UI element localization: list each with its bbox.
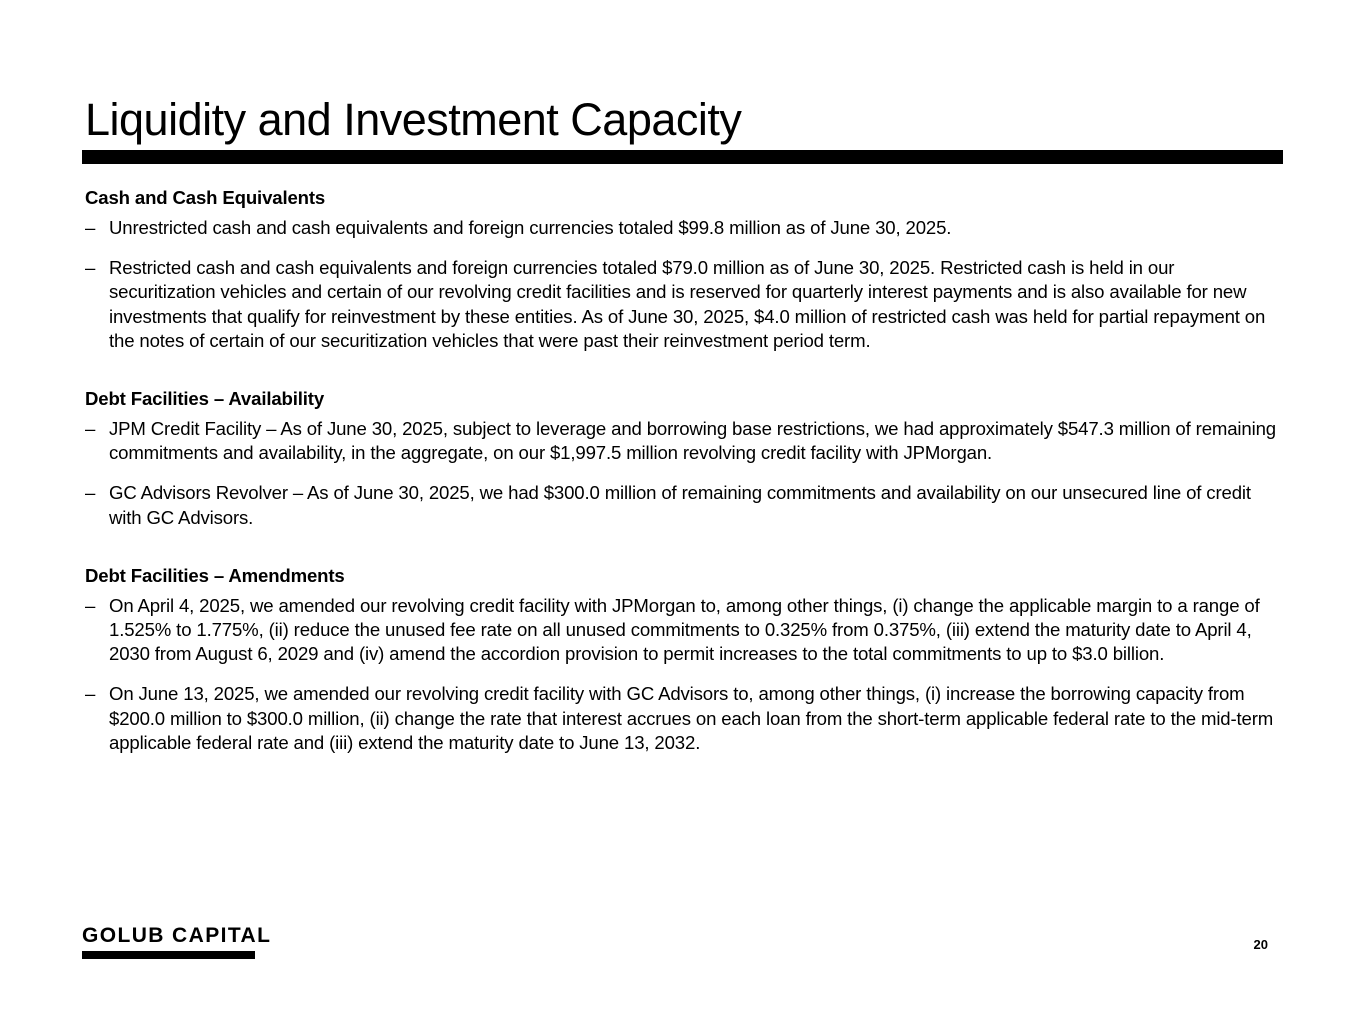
section-heading: Debt Facilities – Amendments [85, 564, 345, 586]
bullet-dash: – [85, 683, 96, 705]
section-heading: Debt Facilities – Availability [85, 388, 325, 410]
list-item [85, 216, 1280, 240]
bullet-dash: – [85, 594, 96, 616]
title-underline [82, 150, 1283, 164]
company-logo: GOLUB CAPITAL [82, 924, 272, 947]
bullet-dash: – [85, 217, 96, 238]
bullet-dash: – [85, 482, 96, 504]
bullet-text: On June 13, 2025, we amended our revolving credit facility with GC Advisors to, among other things, (i) increase the borrowing capacity from $200.0 million to $300.0 million, (ii) change the rate that interest accrues on each loan from the short-term applicable federal rate to the mid-term applicable federal rate and (iii) extend the maturity date to June 13, 2032. [109, 683, 1274, 753]
list-item [85, 417, 1280, 465]
bullet-text: JPM Credit Facility – As of June 30, 2025, subject to leverage and borrowing base restrictions, we had approximately $547.3 million of remaining commitments and availability, in the aggregate, on our $1,997.5 million revolving credit facility with JPMorgan. [109, 418, 1276, 464]
section-debt-availability [85, 387, 1280, 530]
section-cash-equivalents [85, 186, 1280, 353]
section-heading: Cash and Cash Equivalents [85, 187, 326, 208]
slide-content [85, 186, 1280, 789]
bullet-dash: – [85, 257, 96, 279]
bullet-text: Unrestricted cash and cash equivalents and foreign currencies totaled $99.8 million as of June 30, 2025. [109, 217, 952, 238]
logo-underline [82, 951, 255, 959]
bullet-dash: – [85, 418, 96, 440]
bullet-text: GC Advisors Revolver – As of June 30, 2025, we had $300.0 million of remaining commitments and availability on our unsecured line of credit with GC Advisors. [109, 482, 1251, 528]
bullet-text: On April 4, 2025, we amended our revolving credit facility with JPMorgan to, among other things, (i) change the applicable margin to a range of 1.525% to 1.775%, (ii) reduce the unused fee rate on all unused commitments to 0.325% from 0.375%, (iii) extend the maturity date to April 4, 2030 from August 6, 2029 and (iv) amend the accordion provision to permit increases to the total commitments to up to $3.0 billion. [109, 594, 1260, 665]
page-title: Liquidity and Investment Capacity [85, 94, 742, 145]
section-debt-amendments [85, 564, 1280, 755]
list-item [85, 481, 1280, 529]
page-number: 20 [1253, 937, 1268, 952]
list-item [85, 594, 1280, 667]
bullet-text: Restricted cash and cash equivalents and foreign currencies totaled $79.0 million as of June 30, 2025. Restricted cash is held in our securitization vehicles and certain of our revolving credit facilities and is reserved for quarterly interest payments and is also available for new investments that qualify for reinvestment by these entities. As of June 30, 2025, $4.0 million of restricted cash was held for partial repayment on the notes of certain of our securitization vehicles that were past their reinvestment period term. [109, 257, 1266, 351]
list-item [85, 682, 1280, 755]
list-item [85, 256, 1280, 353]
